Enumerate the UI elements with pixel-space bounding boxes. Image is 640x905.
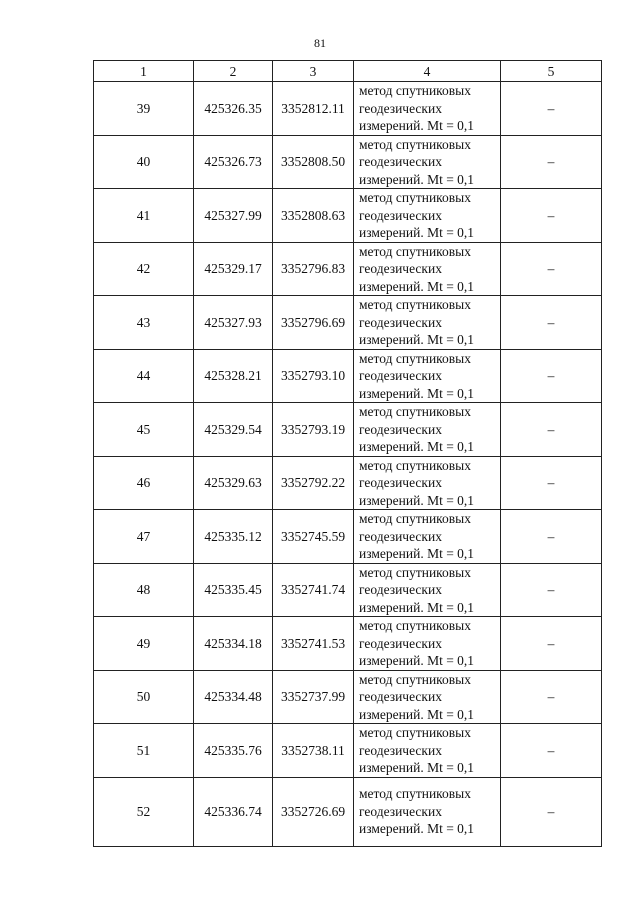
table-row: [94, 510, 602, 564]
method-line: измерений. Mt = 0,1: [359, 706, 475, 722]
note-dash: –: [547, 528, 555, 544]
note-dash: –: [547, 742, 555, 758]
table-row: [94, 563, 602, 617]
point-number-cell: 51: [94, 724, 194, 778]
method-line: измерений. Mt = 0,1: [359, 118, 475, 133]
y-coordinate-cell: 3352741.53: [273, 617, 354, 671]
note-dash: –: [547, 689, 555, 705]
x-coordinate-cell: 425327.99: [194, 189, 273, 243]
note-dash: –: [547, 154, 555, 170]
method-line: измерений. Mt = 0,1: [359, 653, 475, 668]
method-line: геодезических: [359, 368, 442, 383]
method-line: измерений. Mt = 0,1: [359, 171, 475, 187]
y-coordinate-cell: 3352796.83: [273, 242, 354, 296]
note-cell: [501, 510, 602, 564]
method-line: метод спутниковых: [359, 457, 471, 473]
table-row: [94, 456, 602, 510]
y-coordinate-cell: 3352796.69: [273, 296, 354, 350]
table-header: [94, 61, 602, 82]
x-coordinate-cell: 425327.93: [194, 296, 273, 350]
method-cell: [354, 724, 501, 778]
method-line: геодезических: [359, 635, 442, 651]
x-coordinate-cell: 425326.35: [194, 82, 273, 136]
method-cell: [354, 777, 501, 846]
method-line: измерений. Mt = 0,1: [359, 821, 475, 837]
y-coordinate-cell: 3352793.19: [273, 403, 354, 457]
note-cell: [501, 724, 602, 778]
note-cell: [501, 296, 602, 350]
method-line: метод спутниковых: [359, 404, 471, 419]
point-number-cell: 43: [94, 296, 194, 350]
method-line: измерений. Mt = 0,1: [359, 278, 475, 294]
y-coordinate-cell: 3352792.22: [273, 456, 354, 510]
x-coordinate-cell: 425336.74: [194, 777, 273, 846]
method-line: измерений. Mt = 0,1: [359, 385, 475, 401]
point-number-cell: 47: [94, 510, 194, 564]
x-coordinate-cell: 425328.21: [194, 349, 273, 403]
note-cell: [501, 670, 602, 724]
y-coordinate-cell: 3352741.74: [273, 563, 354, 617]
point-number-cell: 48: [94, 563, 194, 617]
method-line: геодезических: [359, 689, 442, 704]
point-number-cell: 45: [94, 403, 194, 457]
note-cell: [501, 82, 602, 136]
method-line: измерений. Mt = 0,1: [359, 492, 475, 508]
method-line: геодезических: [359, 421, 442, 437]
table-row: [94, 135, 602, 189]
x-coordinate-cell: 425329.63: [194, 456, 273, 510]
y-coordinate-cell: 3352737.99: [273, 670, 354, 724]
note-cell: [501, 349, 602, 403]
method-cell: [354, 563, 501, 617]
method-line: метод спутниковых: [359, 83, 471, 98]
table-row: [94, 242, 602, 296]
note-dash: –: [547, 804, 555, 819]
note-dash: –: [547, 261, 555, 277]
note-cell: [501, 242, 602, 296]
point-number-cell: 41: [94, 189, 194, 243]
method-line: геодезических: [359, 742, 442, 758]
table-row: [94, 82, 602, 136]
method-line: метод спутниковых: [359, 786, 471, 802]
method-line: измерений. Mt = 0,1: [359, 760, 475, 775]
method-line: геодезических: [359, 207, 442, 223]
note-cell: [501, 189, 602, 243]
method-line: измерений. Mt = 0,1: [359, 546, 475, 561]
method-line: измерений. Mt = 0,1: [359, 332, 475, 347]
x-coordinate-cell: 425329.17: [194, 242, 273, 296]
note-cell: [501, 563, 602, 617]
x-coordinate-cell: 425329.54: [194, 403, 273, 457]
method-line: метод спутниковых: [359, 564, 471, 580]
point-number-cell: 50: [94, 670, 194, 724]
point-number-cell: 44: [94, 349, 194, 403]
note-dash: –: [547, 475, 555, 491]
x-coordinate-cell: 425335.45: [194, 563, 273, 617]
coordinates-table: [93, 60, 602, 847]
page-number: 81: [314, 36, 326, 50]
table-row: [94, 296, 602, 350]
header-col-5: 5: [501, 61, 602, 82]
x-coordinate-cell: 425326.73: [194, 135, 273, 189]
header-col-4: 4: [354, 61, 501, 82]
method-cell: [354, 456, 501, 510]
method-line: геодезических: [359, 154, 442, 169]
table-row: [94, 189, 602, 243]
method-line: геодезических: [359, 100, 442, 116]
method-line: геодезических: [359, 582, 442, 597]
method-cell: [354, 403, 501, 457]
method-cell: [354, 189, 501, 243]
point-number-cell: 40: [94, 135, 194, 189]
x-coordinate-cell: 425334.48: [194, 670, 273, 724]
y-coordinate-cell: 3352808.63: [273, 189, 354, 243]
method-line: метод спутниковых: [359, 190, 471, 205]
header-col-2: 2: [194, 61, 273, 82]
method-line: метод спутниковых: [359, 136, 471, 152]
method-line: метод спутниковых: [359, 243, 471, 259]
note-cell: [501, 456, 602, 510]
point-number-cell: 46: [94, 456, 194, 510]
point-number-cell: 39: [94, 82, 194, 136]
method-line: геодезических: [359, 261, 442, 276]
method-line: метод спутниковых: [359, 671, 471, 687]
header-col-1: 1: [94, 61, 194, 82]
note-dash: –: [547, 207, 555, 223]
y-coordinate-cell: 3352745.59: [273, 510, 354, 564]
table-row: [94, 670, 602, 724]
method-cell: [354, 349, 501, 403]
note-cell: [501, 777, 602, 846]
note-dash: –: [547, 368, 555, 384]
table-row: [94, 724, 602, 778]
method-line: геодезических: [359, 803, 442, 819]
y-coordinate-cell: 3352808.50: [273, 135, 354, 189]
note-cell: [501, 617, 602, 671]
method-cell: [354, 617, 501, 671]
y-coordinate-cell: 3352793.10: [273, 349, 354, 403]
method-cell: [354, 670, 501, 724]
method-cell: [354, 510, 501, 564]
method-line: геодезических: [359, 314, 442, 330]
x-coordinate-cell: 425334.18: [194, 617, 273, 671]
method-line: измерений. Mt = 0,1: [359, 225, 475, 240]
note-dash: –: [547, 582, 555, 598]
note-cell: [501, 403, 602, 457]
table-row: [94, 349, 602, 403]
note-dash: –: [547, 314, 555, 330]
method-cell: [354, 296, 501, 350]
x-coordinate-cell: 425335.12: [194, 510, 273, 564]
method-line: метод спутниковых: [359, 618, 471, 633]
note-dash: –: [547, 635, 555, 651]
note-dash: –: [547, 421, 555, 437]
method-line: метод спутниковых: [359, 511, 471, 526]
x-coordinate-cell: 425335.76: [194, 724, 273, 778]
table-body: [94, 82, 602, 847]
method-line: геодезических: [359, 475, 442, 490]
y-coordinate-cell: 3352738.11: [273, 724, 354, 778]
header-row: [94, 61, 602, 82]
method-line: метод спутниковых: [359, 350, 471, 366]
method-cell: [354, 82, 501, 136]
point-number-cell: 42: [94, 242, 194, 296]
point-number-cell: 52: [94, 777, 194, 846]
method-line: геодезических: [359, 528, 442, 544]
table-row: [94, 777, 602, 846]
table-row: [94, 617, 602, 671]
method-cell: [354, 242, 501, 296]
method-line: метод спутниковых: [359, 725, 471, 740]
point-number-cell: 49: [94, 617, 194, 671]
method-line: измерений. Mt = 0,1: [359, 599, 475, 615]
table-row: [94, 403, 602, 457]
method-line: измерений. Mt = 0,1: [359, 439, 475, 454]
y-coordinate-cell: 3352812.11: [273, 82, 354, 136]
y-coordinate-cell: 3352726.69: [273, 777, 354, 846]
note-cell: [501, 135, 602, 189]
header-col-3: 3: [273, 61, 354, 82]
method-cell: [354, 135, 501, 189]
note-dash: –: [547, 100, 555, 116]
method-line: метод спутниковых: [359, 297, 471, 312]
